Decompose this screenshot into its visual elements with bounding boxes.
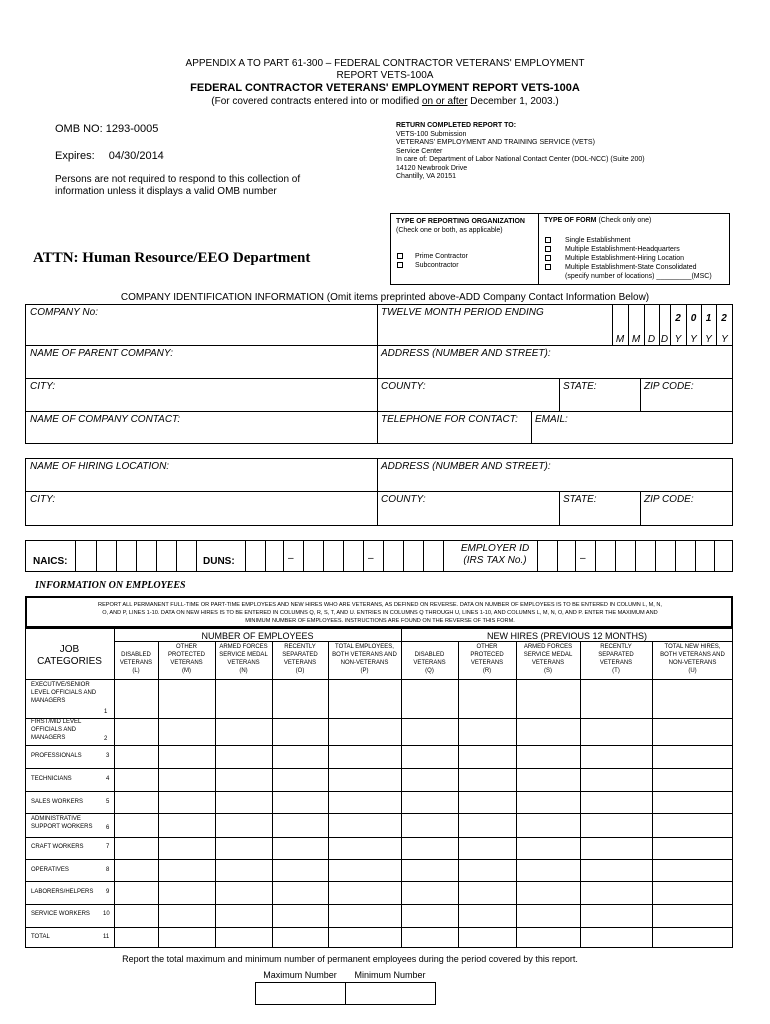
col-header-m bbox=[158, 643, 215, 675]
col-header-line: (T) bbox=[612, 668, 620, 674]
subtitle-post: December 1, 2003.) bbox=[467, 96, 559, 107]
return-line: Chantilly, VA 20151 bbox=[396, 173, 457, 181]
multi-hq-checkbox[interactable] bbox=[545, 246, 551, 252]
date-format-char: Y bbox=[705, 334, 712, 345]
row-label-3: PROFESSIONALS bbox=[31, 753, 82, 759]
row-num-7: 7 bbox=[106, 844, 110, 850]
single-establishment-option[interactable] bbox=[545, 236, 712, 245]
max-number-field[interactable] bbox=[256, 983, 344, 1004]
col-header-line: (M) bbox=[182, 668, 191, 674]
date-format-char: D bbox=[647, 334, 656, 345]
group-hires-header: NEW HIRES (PREVIOUS 12 MONTHS) bbox=[486, 631, 648, 641]
subcontractor-option[interactable] bbox=[397, 262, 459, 269]
col-header-line: NON-VETERANS bbox=[340, 660, 389, 666]
row-label-11: TOTAL bbox=[31, 934, 50, 940]
instruction-line: O, AND P, LINES 1-10. DATA ON NEW HIRES IS TO BE ENTERED IN COLUMNS Q, R, S, T, AND U. ENTRIES IN COLUMNS Q THROUGH U, LINES 1-10, AND COLUMNS L, M, N, O, AND P. ENTER THE MAXIMUM AND bbox=[102, 610, 658, 616]
employer-id-label bbox=[456, 543, 534, 567]
reporting-org-heading bbox=[396, 217, 534, 235]
row-label-8: OPERATIVES bbox=[31, 867, 69, 873]
col-header-line: (P) bbox=[360, 668, 369, 674]
col-header-line: SEPARATED bbox=[598, 652, 634, 658]
col-header-t bbox=[580, 643, 652, 675]
subtitle-underlined: on or after bbox=[421, 96, 468, 107]
year-digit: 0 bbox=[690, 313, 697, 324]
col-header-l bbox=[114, 651, 158, 675]
group-employees-header: NUMBER OF EMPLOYEES bbox=[201, 631, 314, 641]
row-num-11: 11 bbox=[103, 934, 110, 940]
col-header-p bbox=[328, 643, 401, 675]
prime-contractor-checkbox[interactable] bbox=[397, 253, 403, 259]
return-line: In care of: Department of Labor National Contact Center (DOL-NCC) (Suite 200) bbox=[396, 156, 645, 164]
min-number-field[interactable] bbox=[346, 983, 435, 1004]
col-header-line: RECENTLY bbox=[600, 644, 632, 650]
hiring-city-label: CITY: bbox=[30, 494, 56, 505]
row-label-1 bbox=[31, 681, 96, 705]
row-label-7: CRAFT WORKERS bbox=[31, 844, 84, 850]
col-header-line: (N) bbox=[239, 668, 248, 674]
company-no-label: COMPANY No: bbox=[30, 307, 98, 318]
company-no-field[interactable] bbox=[30, 319, 370, 343]
col-header-line: VETERANS bbox=[119, 660, 153, 666]
date-format-char: M bbox=[615, 334, 625, 345]
return-heading: RETURN COMPLETED REPORT TO: bbox=[396, 122, 517, 129]
row-num-5: 5 bbox=[106, 799, 110, 805]
col-header-line: (R) bbox=[482, 668, 492, 674]
col-header-line: (S) bbox=[544, 668, 552, 674]
year-digit: 1 bbox=[705, 313, 712, 324]
col-header-s bbox=[516, 643, 580, 675]
msc-line: (specify number of locations) _________(MSC) bbox=[565, 273, 712, 280]
company-state-label: STATE: bbox=[563, 381, 597, 392]
col-header-line: PROTECTED bbox=[167, 652, 205, 658]
row-label-5: SALES WORKERS bbox=[31, 799, 84, 805]
company-contact-label: NAME OF COMPANY CONTACT: bbox=[30, 414, 181, 425]
col-header-line: PROTECED bbox=[470, 652, 504, 658]
date-format-char: Y bbox=[690, 334, 697, 345]
col-header-line: VETERANS bbox=[170, 660, 203, 666]
form-type-label: Single Establishment bbox=[565, 237, 631, 244]
row-label-line: SUPPORT WORKERS bbox=[31, 824, 93, 830]
telephone-label: TELEPHONE FOR CONTACT: bbox=[381, 414, 518, 425]
row-label-2 bbox=[31, 718, 81, 742]
job-categories-header bbox=[25, 644, 114, 668]
report-line: REPORT VETS-100A bbox=[336, 70, 434, 81]
duns-label: DUNS: bbox=[203, 556, 235, 567]
subcontractor-label: Subcontractor bbox=[414, 262, 459, 269]
row-label-9: LABORERS/HELPERS bbox=[31, 889, 94, 895]
row-num-3: 3 bbox=[106, 753, 110, 759]
reporting-org-heading-rest: (Check one or both, as applicable) bbox=[396, 227, 503, 234]
employer-id-line: (IRS TAX No.) bbox=[463, 555, 527, 566]
return-address bbox=[396, 131, 645, 181]
col-header-line: OTHER bbox=[476, 644, 498, 650]
hiring-county-label: COUNTY: bbox=[381, 494, 426, 505]
col-header-line: SERVICE MEDAL bbox=[219, 652, 268, 658]
row-num-8: 8 bbox=[106, 867, 110, 873]
col-header-line: BOTH VETERANS AND bbox=[332, 652, 397, 658]
id-box bbox=[25, 540, 733, 572]
row-label-10: SERVICE WORKERS bbox=[31, 911, 90, 917]
appendix-line: APPENDIX A TO PART 61-300 – FEDERAL CONTRACTOR VETERANS' EMPLOYMENT bbox=[185, 58, 585, 69]
job-categories-line: CATEGORIES bbox=[37, 656, 102, 667]
form-type-heading-bold: TYPE OF FORM bbox=[544, 217, 597, 224]
min-number-label: Minimum Number bbox=[354, 970, 426, 980]
row-label-line: ADMINISTRATIVE bbox=[31, 816, 81, 822]
col-header-line: ARMED FORCES bbox=[523, 644, 573, 650]
company-zip-label: ZIP CODE: bbox=[644, 381, 694, 392]
form-type-label: Multiple Establishment-Hiring Location bbox=[565, 255, 685, 262]
multi-hiring-checkbox[interactable] bbox=[545, 255, 551, 261]
instruction-line: MINIMUM NUMBER OF EMPLOYEES. INSTRUCTIONS ARE FOUND ON THE REVERSE OF THIS FORM. bbox=[245, 618, 515, 624]
col-header-line: ARMED FORCES bbox=[219, 644, 268, 650]
employees-section-title: INFORMATION ON EMPLOYEES bbox=[35, 580, 186, 591]
year-digit: 2 bbox=[675, 313, 681, 324]
col-header-line: TOTAL NEW HIRES, bbox=[664, 644, 721, 650]
col-header-r bbox=[458, 643, 516, 675]
row-label-line: FIRST/MID LEVEL bbox=[31, 719, 82, 725]
col-header-line: VETERANS bbox=[413, 660, 446, 666]
row-label-line: MANAGERS bbox=[31, 698, 66, 704]
col-header-line: VETERANS bbox=[470, 660, 504, 666]
footer-note: Report the total maximum and minimum number of permanent employees during the period covered by this report. bbox=[122, 954, 578, 964]
omb-notice-1: Persons are not required to respond to this collection of bbox=[55, 174, 301, 185]
single-establishment-checkbox[interactable] bbox=[545, 237, 551, 243]
return-line: 14120 Newbrook Drive bbox=[396, 164, 468, 172]
company-city-label: CITY: bbox=[30, 381, 56, 392]
year-digit: 2 bbox=[721, 313, 727, 324]
multi-hiring-option[interactable] bbox=[545, 254, 712, 263]
row-label-line: LEVEL OFFICIALS AND bbox=[31, 690, 97, 696]
date-format-char: Y bbox=[721, 334, 728, 345]
form-type-label: Multiple Establishment-Headquarters bbox=[565, 246, 680, 253]
col-header-line: DISABLED bbox=[414, 652, 445, 658]
col-header-line: TOTAL EMPLOYEES, bbox=[335, 644, 394, 650]
multi-state-checkbox[interactable] bbox=[545, 264, 551, 270]
hiring-address-label: ADDRESS (NUMBER AND STREET): bbox=[381, 461, 551, 472]
col-header-line: VETERANS bbox=[227, 660, 260, 666]
row-label-4: TECHNICIANS bbox=[31, 776, 72, 782]
row-label-6 bbox=[31, 815, 92, 831]
row-num-2: 2 bbox=[104, 736, 108, 742]
instructions-text bbox=[30, 601, 730, 625]
row-label-line: MANAGERS bbox=[31, 735, 66, 741]
date-format-char: D bbox=[660, 334, 669, 345]
email-label: EMAIL: bbox=[535, 414, 568, 425]
subtitle-pre: (For covered contracts entered into or modified bbox=[211, 96, 422, 107]
row-label-line: EXECUTIVE/SENIOR bbox=[31, 682, 90, 688]
col-header-n bbox=[215, 643, 272, 675]
duns-dash: – bbox=[288, 553, 294, 564]
col-header-line: VETERANS bbox=[599, 660, 633, 666]
company-section-title: COMPANY IDENTIFICATION INFORMATION (Omit items preprinted above-ADD Company Contact Information Below) bbox=[120, 292, 650, 303]
expires-value: 04/30/2014 bbox=[108, 150, 164, 162]
col-header-line: SEPARATED bbox=[282, 652, 318, 658]
form-subtitle bbox=[0, 96, 770, 107]
omb-expires bbox=[55, 150, 164, 162]
prime-contractor-option[interactable] bbox=[397, 253, 468, 260]
ein-dash: – bbox=[580, 553, 586, 564]
col-header-line: BOTH VETERANS AND bbox=[660, 652, 725, 658]
period-label: TWELVE MONTH PERIOD ENDING bbox=[381, 307, 544, 318]
col-header-line: (L) bbox=[132, 668, 140, 674]
row-num-9: 9 bbox=[106, 889, 110, 895]
form-title: FEDERAL CONTRACTOR VETERANS' EMPLOYMENT REPORT VETS-100A bbox=[190, 82, 580, 94]
col-header-q bbox=[401, 651, 458, 675]
subcontractor-checkbox[interactable] bbox=[397, 262, 403, 268]
col-header-o bbox=[272, 643, 328, 675]
job-categories-line: JOB bbox=[59, 644, 80, 655]
multi-hq-option[interactable] bbox=[545, 245, 712, 254]
prime-contractor-label: Prime Contractor bbox=[414, 253, 468, 260]
instruction-line: REPORT ALL PERMANENT FULL-TIME OR PART-TIME EMPLOYEES AND NEW HIRES WHO ARE VETERANS, AS DEFINED ON REVERSE. DATA ON NUMBER OF EMPLOYEES IS TO BE ENTERED IN COLUMN L, M, N, bbox=[98, 602, 662, 608]
return-line: Service Center bbox=[396, 147, 443, 155]
employees-table bbox=[25, 628, 733, 948]
col-header-line: NON-VETERANS bbox=[668, 660, 717, 666]
col-header-line: VETERANS bbox=[283, 660, 317, 666]
date-format bbox=[612, 334, 733, 345]
col-header-line: SERVICE MEDAL bbox=[523, 652, 573, 658]
attn-heading: ATTN: Human Resource/EEO Department bbox=[33, 250, 311, 266]
multi-state-option[interactable] bbox=[545, 263, 712, 272]
date-format-char: M bbox=[631, 334, 641, 345]
date-format-char: Y bbox=[674, 334, 682, 345]
parent-company-label: NAME OF PARENT COMPANY: bbox=[30, 348, 173, 359]
row-num-1: 1 bbox=[104, 709, 108, 715]
row-num-4: 4 bbox=[106, 776, 110, 782]
col-header-line: RECENTLY bbox=[284, 644, 316, 650]
form-type-heading-rest: (Check only one) bbox=[596, 217, 652, 224]
row-label-line: OFFICIALS AND bbox=[31, 727, 77, 733]
return-line: VETERANS' EMPLOYMENT AND TRAINING SERVICE (VETS) bbox=[396, 139, 595, 147]
form-type-label: Multiple Establishment-State Consolidated bbox=[565, 264, 697, 271]
employer-id-line: EMPLOYER ID bbox=[460, 543, 530, 554]
return-line: VETS-100 Submission bbox=[396, 131, 467, 138]
hiring-state-label: STATE: bbox=[563, 494, 597, 505]
max-number-label: Maximum Number bbox=[263, 970, 337, 980]
omb-number: OMB NO: 1293-0005 bbox=[55, 123, 159, 135]
col-header-line: (O) bbox=[295, 668, 305, 674]
form-type-options bbox=[545, 236, 712, 281]
period-year[interactable] bbox=[670, 313, 733, 324]
col-header-u bbox=[652, 643, 733, 675]
form-type-heading bbox=[544, 217, 651, 224]
hiring-name-label: NAME OF HIRING LOCATION: bbox=[30, 461, 170, 472]
duns-dash: – bbox=[368, 553, 374, 564]
col-header-line: OTHER bbox=[176, 644, 197, 650]
hiring-zip-label: ZIP CODE: bbox=[644, 494, 694, 505]
naics-label: NAICS: bbox=[33, 556, 68, 567]
omb-notice-2: information unless it displays a valid OMB number bbox=[55, 186, 277, 197]
company-address-label: ADDRESS (NUMBER AND STREET): bbox=[381, 348, 551, 359]
col-header-line: (Q) bbox=[425, 668, 434, 674]
col-header-line: DISABLED bbox=[121, 652, 151, 658]
reporting-org-heading-bold: TYPE OF REPORTING ORGANIZATION bbox=[396, 218, 525, 225]
col-header-line: (U) bbox=[688, 668, 697, 674]
row-num-6: 6 bbox=[106, 825, 110, 831]
col-header-line: VETERANS bbox=[531, 660, 565, 666]
company-county-label: COUNTY: bbox=[381, 381, 426, 392]
expires-label: Expires: bbox=[55, 150, 95, 162]
row-num-10: 10 bbox=[103, 911, 110, 917]
